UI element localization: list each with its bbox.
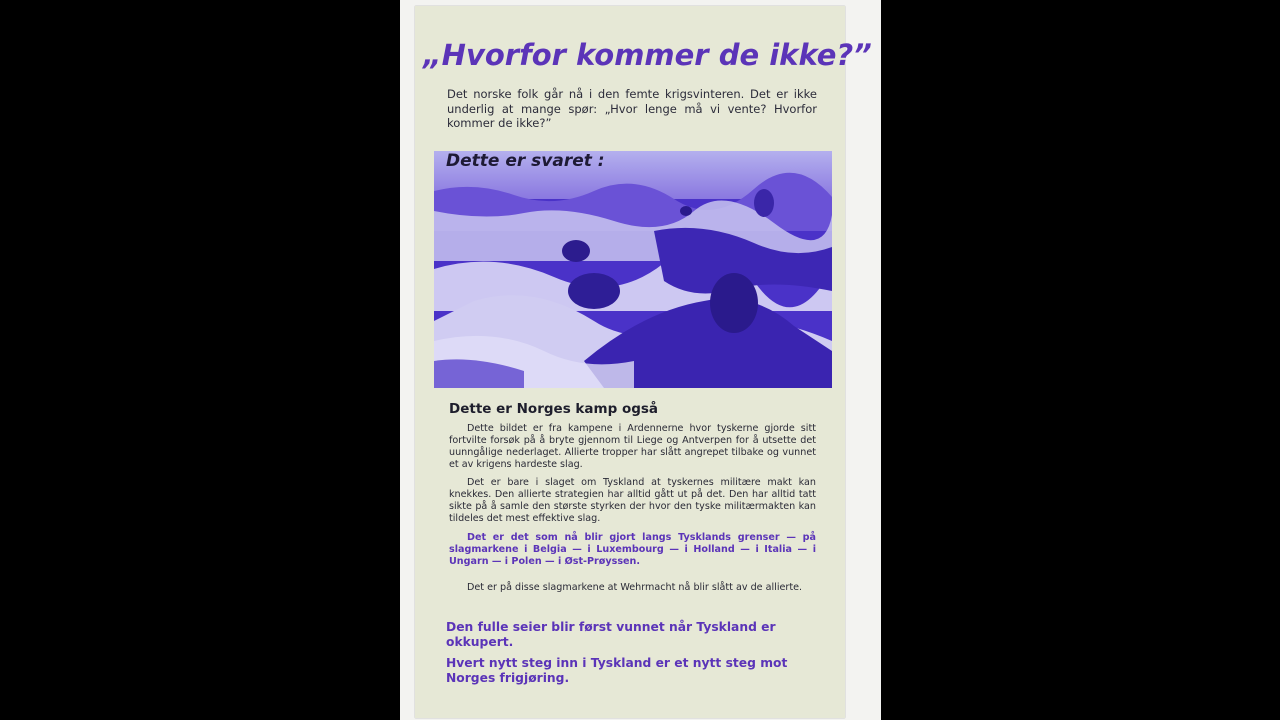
- intro-text: Det norske folk går nå i den femte krigsvinteren. Det er ikke underlig at mange spør: „Hvor lenge må vi vente? Hvorfor kommer de ikke?”: [447, 87, 817, 130]
- section-heading: Dette er Norges kamp også: [449, 401, 659, 417]
- paragraph: Dette bildet er fra kampene i Ardennerne hvor tyskerne gjorde sitt fortvilte forsøk på å bryte gjennom til Liege og Antverpen for å utsette det uunngålige nederlaget. Allierte tropper har slått angrepet tilbake og vunnet et av krigens hardeste slag.: [449, 423, 816, 470]
- paragraph-highlight: Det er det som nå blir gjort langs Tysklands grenser — på slagmarkene i Belgia — i Luxembourg — i Holland — i Italia — i Ungarn — i Polen — i Øst-Prøyssen.: [449, 532, 816, 567]
- photo-caption: Dette er svaret :: [446, 151, 605, 171]
- closing-statement: Den fulle seier blir først vunnet når Tyskland er okkupert.: [446, 620, 776, 649]
- paragraph: Det er bare i slaget om Tyskland at tyskernes militære makt kan knekkes. Den allierte strategien har alltid gått ut på det. Den har alltid tatt sikte på å samle den største styrken der hvor den tyske militærmakten kan tildeles det mest effektive slag.: [449, 477, 816, 524]
- paragraph: Det er på disse slagmarkene at Wehrmacht nå blir slått av de allierte.: [467, 582, 803, 593]
- leaflet-title: „Hvorfor kommer de ikke?”: [423, 38, 872, 72]
- closing-statement: Hvert nytt steg inn i Tyskland er et nytt steg mot Norges frigjøring.: [446, 656, 788, 685]
- battlefield-photo: [434, 151, 832, 388]
